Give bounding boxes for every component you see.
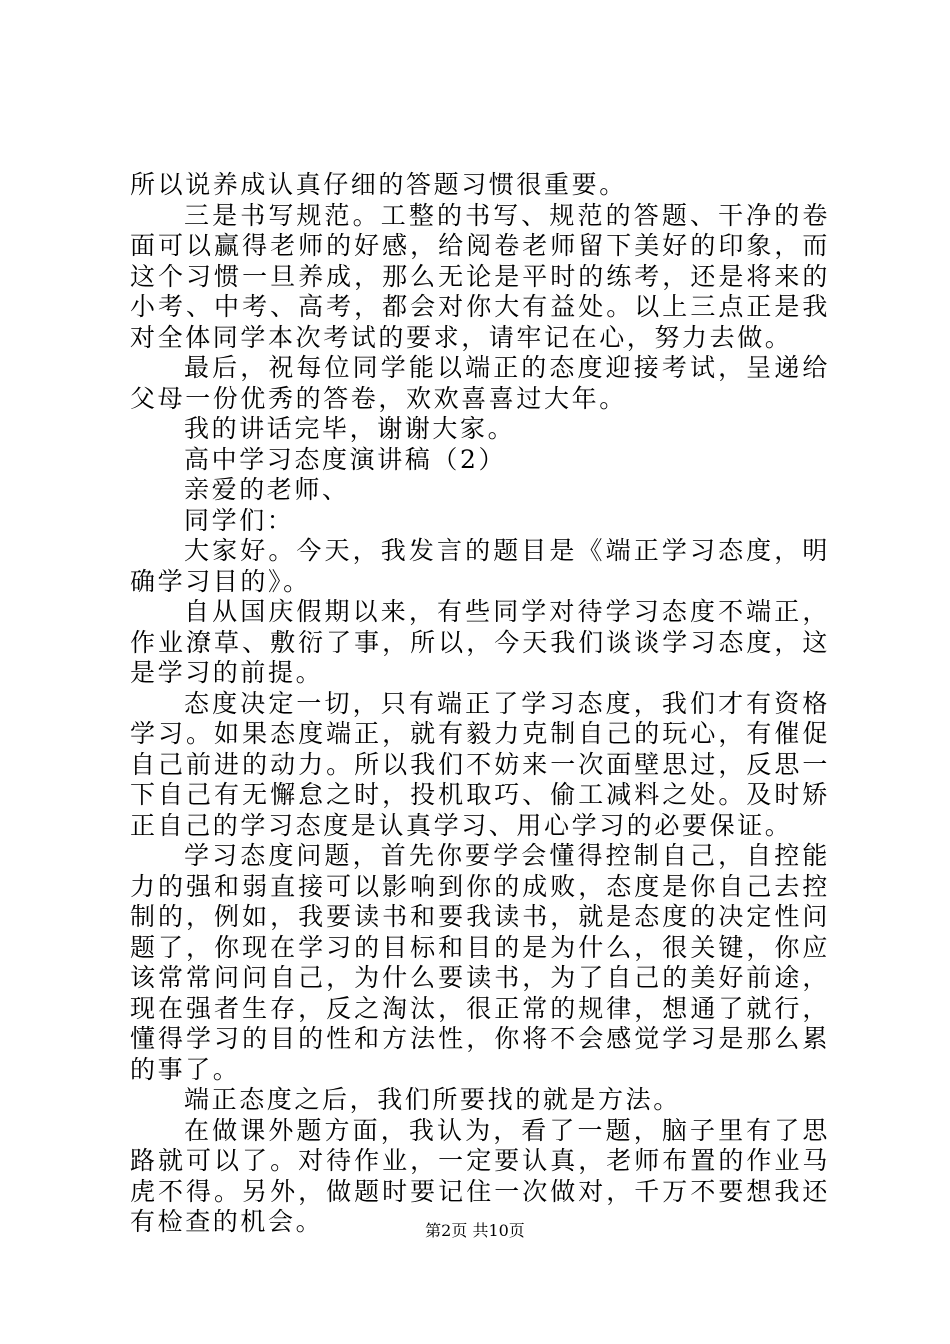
paragraph: 自从国庆假期以来，有些同学对待学习态度不端正，作业潦草、敷衍了事，所以，今天我们谈谈学习态度，这是学习的前提。 xyxy=(130,597,830,687)
page-number-footer: 第2页 共10页 xyxy=(425,1221,525,1240)
document-body xyxy=(130,170,830,1238)
paragraph: 三是书写规范。工整的书写、规范的答题、干净的卷面可以赢得老师的好感，给阅卷老师留下美好的印象，而这个习惯一旦养成，那么无论是平时的练考，还是将来的小考、中考、高考，都会对你大有益处。以上三点正是我对全体同学本次考试的要求，请牢记在心，努力去做。 xyxy=(130,200,830,352)
paragraph: 端正态度之后，我们所要找的就是方法。 xyxy=(184,1085,681,1114)
paragraph: 在做课外题方面，我认为，看了一题，脑子里有了思路就可以了。对待作业，一定要认真，老师布置的作业马虎不得。另外，做题时要记住一次做对，千万不要想我还有检查的机会。 xyxy=(130,1115,830,1236)
section-heading: 高中学习态度演讲稿（2） xyxy=(184,444,507,474)
paragraph: 所以说养成认真仔细的答题习惯很重要。 xyxy=(130,170,627,199)
paragraph: 学习态度问题，首先你要学会懂得控制自己，自控能力的强和弱直接可以影响到你的成败，态度是你自己去控制的，例如，我要读书和要我读书，就是态度的决定性问题了，你现在学习的目标和目的是为什么，很关键，你应该常常问问自己，为什么要读书，为了自己的美好前途，现在强者生存，反之淘汰，很正常的规律，想通了就行，懂得学习的目的性和方法性，你将不会感觉学习是那么累的事了。 xyxy=(130,841,830,1084)
paragraph: 我的讲话完毕，谢谢大家。 xyxy=(184,414,516,443)
paragraph: 态度决定一切，只有端正了学习态度，我们才有资格学习。如果态度端正，就有毅力克制自己的玩心，有催促自己前进的动力。所以我们不妨来一次面壁思过，反思一下自己有无懈怠之时，投机取巧、偷工减料之处。及时矫正自己的学习态度是认真学习、用心学习的必要保证。 xyxy=(130,688,830,840)
salutation-line: 同学们： xyxy=(184,505,295,535)
salutation-line: 亲爱的老师、 xyxy=(184,475,350,504)
paragraph: 最后，祝每位同学能以端正的态度迎接考试，呈递给父母一份优秀的答卷，欢欢喜喜过大年。 xyxy=(130,353,830,413)
paragraph: 大家好。今天，我发言的题目是《端正学习态度，明确学习目的》。 xyxy=(130,536,830,596)
